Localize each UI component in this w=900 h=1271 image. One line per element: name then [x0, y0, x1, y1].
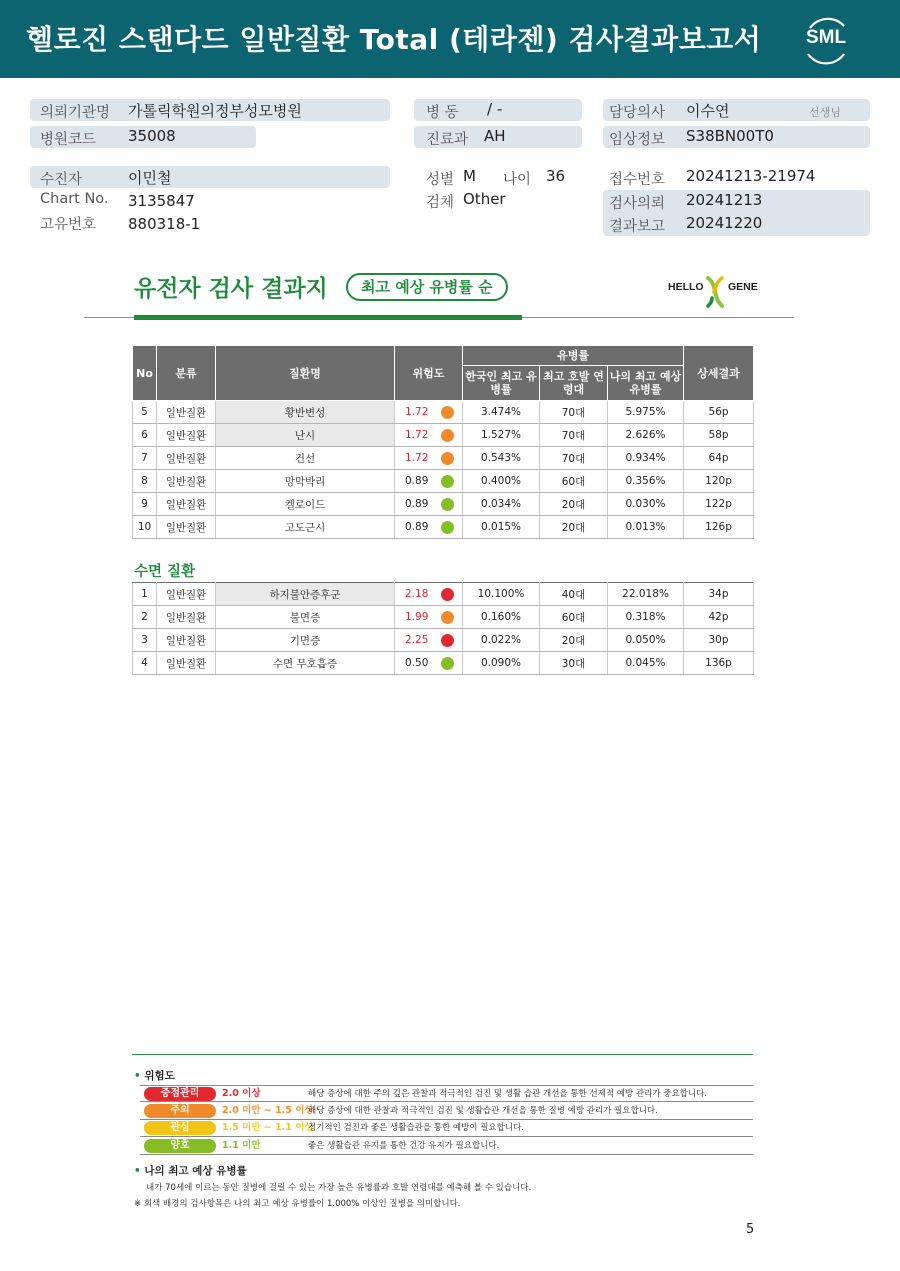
- row-korean-max: 0.160%: [463, 606, 540, 629]
- hello-gene-logo-left: HELLO: [668, 281, 704, 293]
- row-disease: 불면증: [216, 606, 395, 629]
- row-risk-cell: [395, 424, 463, 447]
- report-title: 헬로진 스탠다드 일반질환 Total (테라젠) 검사결과보고서: [26, 23, 762, 56]
- hello-gene-logo-right: GENE: [728, 281, 758, 293]
- row-peak-age: 70대: [540, 424, 608, 447]
- risk-level-indicator-icon: [441, 588, 454, 601]
- row-category: 일반질환: [157, 470, 216, 493]
- row-disease: 황반변성: [216, 401, 395, 424]
- risk-level-indicator-icon: [441, 452, 454, 465]
- row-risk: 1.72: [405, 429, 429, 441]
- request-label: 검사의뢰: [609, 196, 666, 212]
- row-risk-cell: [395, 629, 463, 652]
- row-disease: 하지불안증후군: [216, 583, 395, 606]
- row-detail-page: 42p: [684, 606, 754, 629]
- legend-bullet: •: [134, 1070, 141, 1082]
- row-category: 일반질환: [157, 424, 216, 447]
- patient-name-field: [30, 166, 390, 188]
- col-risk: 위험도: [395, 346, 463, 401]
- row-my-max: 5.975%: [608, 401, 684, 424]
- prevalence-legend-title: [134, 1163, 247, 1178]
- legend-description: 좋은 생활습관 유지를 통한 건강 유지가 필요합니다.: [308, 1140, 500, 1151]
- table-row: [133, 583, 754, 606]
- legend-footnote: ※ 회색 배경의 검사항목은 나의 최고 예상 유병률이 1.000% 이상인 질병을 의미합니다.: [134, 1199, 461, 1209]
- ward-value: / -: [487, 100, 503, 118]
- table-row: [133, 424, 754, 447]
- row-korean-max: 1.527%: [463, 424, 540, 447]
- row-category: 일반질환: [157, 401, 216, 424]
- row-peak-age: 70대: [540, 401, 608, 424]
- row-risk: 0.89: [405, 521, 429, 533]
- row-my-max: 2.626%: [608, 424, 684, 447]
- row-detail-page: 56p: [684, 401, 754, 424]
- legend-row: [140, 1120, 753, 1137]
- sml-logo: [800, 14, 852, 66]
- row-disease: 건선: [216, 447, 395, 470]
- row-my-max: 0.030%: [608, 493, 684, 516]
- section-divider-accent: [134, 315, 522, 320]
- row-risk-cell: [395, 516, 463, 539]
- chart-no-label: Chart No.: [40, 191, 109, 207]
- sml-logo-text: SML: [805, 27, 847, 48]
- legend-range: 1.1 미만: [222, 1139, 261, 1151]
- row-no: 2: [133, 606, 157, 629]
- doctor-value: 이수연: [686, 102, 730, 120]
- doctor-suffix: 선생님: [809, 106, 841, 119]
- row-disease: 수면 무호흡증: [216, 652, 395, 675]
- hospital-code-value: 35008: [128, 127, 176, 145]
- table-row: [133, 493, 754, 516]
- sleep-section-title: 수면 질환: [134, 564, 196, 580]
- risk-level-indicator-icon: [441, 498, 454, 511]
- row-risk: 2.18: [405, 588, 429, 600]
- age-value: 36: [546, 167, 566, 185]
- row-no: 10: [133, 516, 157, 539]
- row-detail-page: 34p: [684, 583, 754, 606]
- row-korean-max: 0.543%: [463, 447, 540, 470]
- doctor-label: 담당의사: [609, 105, 666, 121]
- row-risk-cell: [395, 493, 463, 516]
- row-risk-cell: [395, 447, 463, 470]
- row-my-max: 0.050%: [608, 629, 684, 652]
- col-detail: 상세결과: [684, 346, 754, 401]
- row-peak-age: 20대: [540, 516, 608, 539]
- row-peak-age: 70대: [540, 447, 608, 470]
- specimen-label: 검체: [426, 195, 455, 211]
- row-risk: 2.25: [405, 634, 429, 646]
- legend-row: [140, 1085, 753, 1102]
- row-my-max: 0.934%: [608, 447, 684, 470]
- col-category: 분류: [157, 346, 216, 401]
- risk-level-indicator-icon: [441, 634, 454, 647]
- legend-description: 정기적인 검진과 좋은 생활습관을 통한 예방이 필요합니다.: [308, 1123, 524, 1133]
- specimen-value: Other: [463, 190, 506, 208]
- institution-value: 가톨릭학원의정부성모병원: [128, 102, 302, 120]
- col-disease: 질환명: [216, 346, 395, 401]
- legend-range: 1.5 미만 ~ 1.1 이상: [222, 1122, 314, 1133]
- results-table: [132, 345, 754, 539]
- request-value: 20241213: [686, 191, 763, 209]
- col-no: No: [133, 346, 157, 401]
- department-value: AH: [484, 127, 506, 145]
- row-category: 일반질환: [157, 652, 216, 675]
- legend-badge: 양호: [144, 1139, 216, 1153]
- row-no: 7: [133, 447, 157, 470]
- table-row: [133, 470, 754, 493]
- hospital-code-label: 병원코드: [40, 132, 97, 148]
- row-detail-page: 122p: [684, 493, 754, 516]
- receipt-value: 20241213-21974: [686, 167, 816, 185]
- risk-level-indicator-icon: [441, 406, 454, 419]
- legend-row: [140, 1138, 753, 1155]
- row-no: 4: [133, 652, 157, 675]
- row-detail-page: 58p: [684, 424, 754, 447]
- legend-badge: 중점관리: [144, 1087, 216, 1101]
- row-my-max: 0.013%: [608, 516, 684, 539]
- legend-row: [140, 1103, 753, 1120]
- row-disease: 기면증: [216, 629, 395, 652]
- risk-legend-title: [134, 1068, 175, 1083]
- row-peak-age: 60대: [540, 470, 608, 493]
- sleep-table: [132, 582, 754, 675]
- legend-divider: [132, 1054, 753, 1055]
- row-peak-age: 20대: [540, 493, 608, 516]
- row-risk: 1.99: [405, 611, 429, 623]
- table-row: [133, 516, 754, 539]
- row-no: 9: [133, 493, 157, 516]
- legend-description: 해당 증상에 대한 관찰과 적극적인 검진 및 생활습관 개선을 통한 질병 예방 관리가 필요합니다.: [308, 1105, 658, 1116]
- row-peak-age: 20대: [540, 629, 608, 652]
- row-category: 일반질환: [157, 447, 216, 470]
- row-my-max: 22.018%: [608, 583, 684, 606]
- clinical-label: 임상정보: [609, 132, 666, 148]
- row-korean-max: 0.090%: [463, 652, 540, 675]
- row-risk: 0.89: [405, 498, 429, 510]
- patient-name-value: 이민철: [128, 169, 172, 187]
- page-number: 5: [746, 1222, 755, 1237]
- row-risk-cell: [395, 583, 463, 606]
- report-header: [0, 0, 900, 78]
- row-peak-age: 30대: [540, 652, 608, 675]
- age-label: 나이: [503, 172, 532, 188]
- row-my-max: 0.045%: [608, 652, 684, 675]
- risk-legend-title-text: 위험도: [144, 1070, 175, 1082]
- risk-level-indicator-icon: [441, 475, 454, 488]
- row-detail-page: 64p: [684, 447, 754, 470]
- risk-level-indicator-icon: [441, 611, 454, 624]
- row-detail-page: 120p: [684, 470, 754, 493]
- row-risk-cell: [395, 401, 463, 424]
- row-risk-cell: [395, 652, 463, 675]
- receipt-label: 접수번호: [609, 172, 666, 188]
- patient-name-label: 수진자: [40, 172, 83, 188]
- sex-label: 성별: [426, 172, 455, 188]
- hello-gene-logo: [668, 276, 768, 308]
- row-category: 일반질환: [157, 516, 216, 539]
- row-no: 6: [133, 424, 157, 447]
- prevalence-legend-title-text: 나의 최고 예상 유병률: [144, 1165, 247, 1177]
- row-risk: 1.72: [405, 452, 429, 464]
- legend-description: 해당 증상에 대한 주의 깊은 관찰과 적극적인 검진 및 생활 습관 개선을 통한 선제적 예방 관리가 중요합니다.: [308, 1089, 708, 1099]
- row-category: 일반질환: [157, 583, 216, 606]
- ward-label: 병 동: [426, 105, 459, 121]
- row-korean-max: 0.400%: [463, 470, 540, 493]
- row-no: 3: [133, 629, 157, 652]
- row-risk-cell: [395, 606, 463, 629]
- row-my-max: 0.356%: [608, 470, 684, 493]
- clinical-value: S38BN00T0: [686, 127, 774, 145]
- legend-bullet: •: [134, 1165, 141, 1177]
- row-detail-page: 30p: [684, 629, 754, 652]
- report-date-value: 20241220: [686, 214, 763, 232]
- row-korean-max: 0.034%: [463, 493, 540, 516]
- legend-badge: 관심: [144, 1121, 216, 1135]
- row-risk-cell: [395, 470, 463, 493]
- unique-no-value: 880318-1: [128, 215, 201, 233]
- risk-level-indicator-icon: [441, 657, 454, 670]
- table-row: [133, 401, 754, 424]
- row-category: 일반질환: [157, 493, 216, 516]
- prevalence-legend-desc: 내가 70세에 이르는 동안 질병에 걸릴 수 있는 가장 높은 유병률과 호발 연령대를 예측해 볼 수 있습니다.: [146, 1183, 532, 1193]
- row-disease: 켈로이드: [216, 493, 395, 516]
- row-my-max: 0.318%: [608, 606, 684, 629]
- legend-range: 2.0 미만 ~ 1.5 이상: [222, 1104, 314, 1116]
- institution-label: 의뢰기관명: [40, 105, 111, 121]
- section-title: 유전자 검사 결과지: [134, 276, 328, 302]
- row-peak-age: 40대: [540, 583, 608, 606]
- row-disease: 망막박리: [216, 470, 395, 493]
- row-korean-max: 0.022%: [463, 629, 540, 652]
- row-korean-max: 3.474%: [463, 401, 540, 424]
- col-korean-max: 한국인 최고 유병률: [463, 366, 540, 401]
- row-no: 5: [133, 401, 157, 424]
- report-date-label: 결과보고: [609, 219, 666, 235]
- row-risk: 1.72: [405, 406, 429, 418]
- row-peak-age: 60대: [540, 606, 608, 629]
- col-prevalence-group: 유병률: [463, 346, 684, 366]
- row-disease: 난시: [216, 424, 395, 447]
- row-no: 1: [133, 583, 157, 606]
- department-label: 진료과: [426, 132, 469, 148]
- dna-icon: [704, 276, 726, 308]
- col-my-max: 나의 최고 예상 유병률: [608, 366, 684, 401]
- row-risk: 0.89: [405, 475, 429, 487]
- chart-no-value: 3135847: [128, 192, 195, 210]
- table-row: [133, 606, 754, 629]
- table-row: [133, 447, 754, 470]
- row-category: 일반질환: [157, 629, 216, 652]
- row-no: 8: [133, 470, 157, 493]
- row-disease: 고도근시: [216, 516, 395, 539]
- legend-range: 2.0 이상: [222, 1088, 261, 1099]
- legend-badge: 주의: [144, 1104, 216, 1118]
- risk-level-indicator-icon: [441, 429, 454, 442]
- section-subtitle: 최고 예상 유병률 순: [346, 273, 508, 301]
- risk-level-indicator-icon: [441, 521, 454, 534]
- table-row: [133, 629, 754, 652]
- row-korean-max: 10.100%: [463, 583, 540, 606]
- table-row: [133, 652, 754, 675]
- col-peak-age: 최고 호발 연령대: [540, 366, 608, 401]
- row-risk: 0.50: [405, 657, 429, 669]
- unique-no-label: 고유번호: [40, 217, 97, 233]
- row-detail-page: 126p: [684, 516, 754, 539]
- row-detail-page: 136p: [684, 652, 754, 675]
- row-korean-max: 0.015%: [463, 516, 540, 539]
- sex-value: M: [463, 167, 476, 185]
- row-category: 일반질환: [157, 606, 216, 629]
